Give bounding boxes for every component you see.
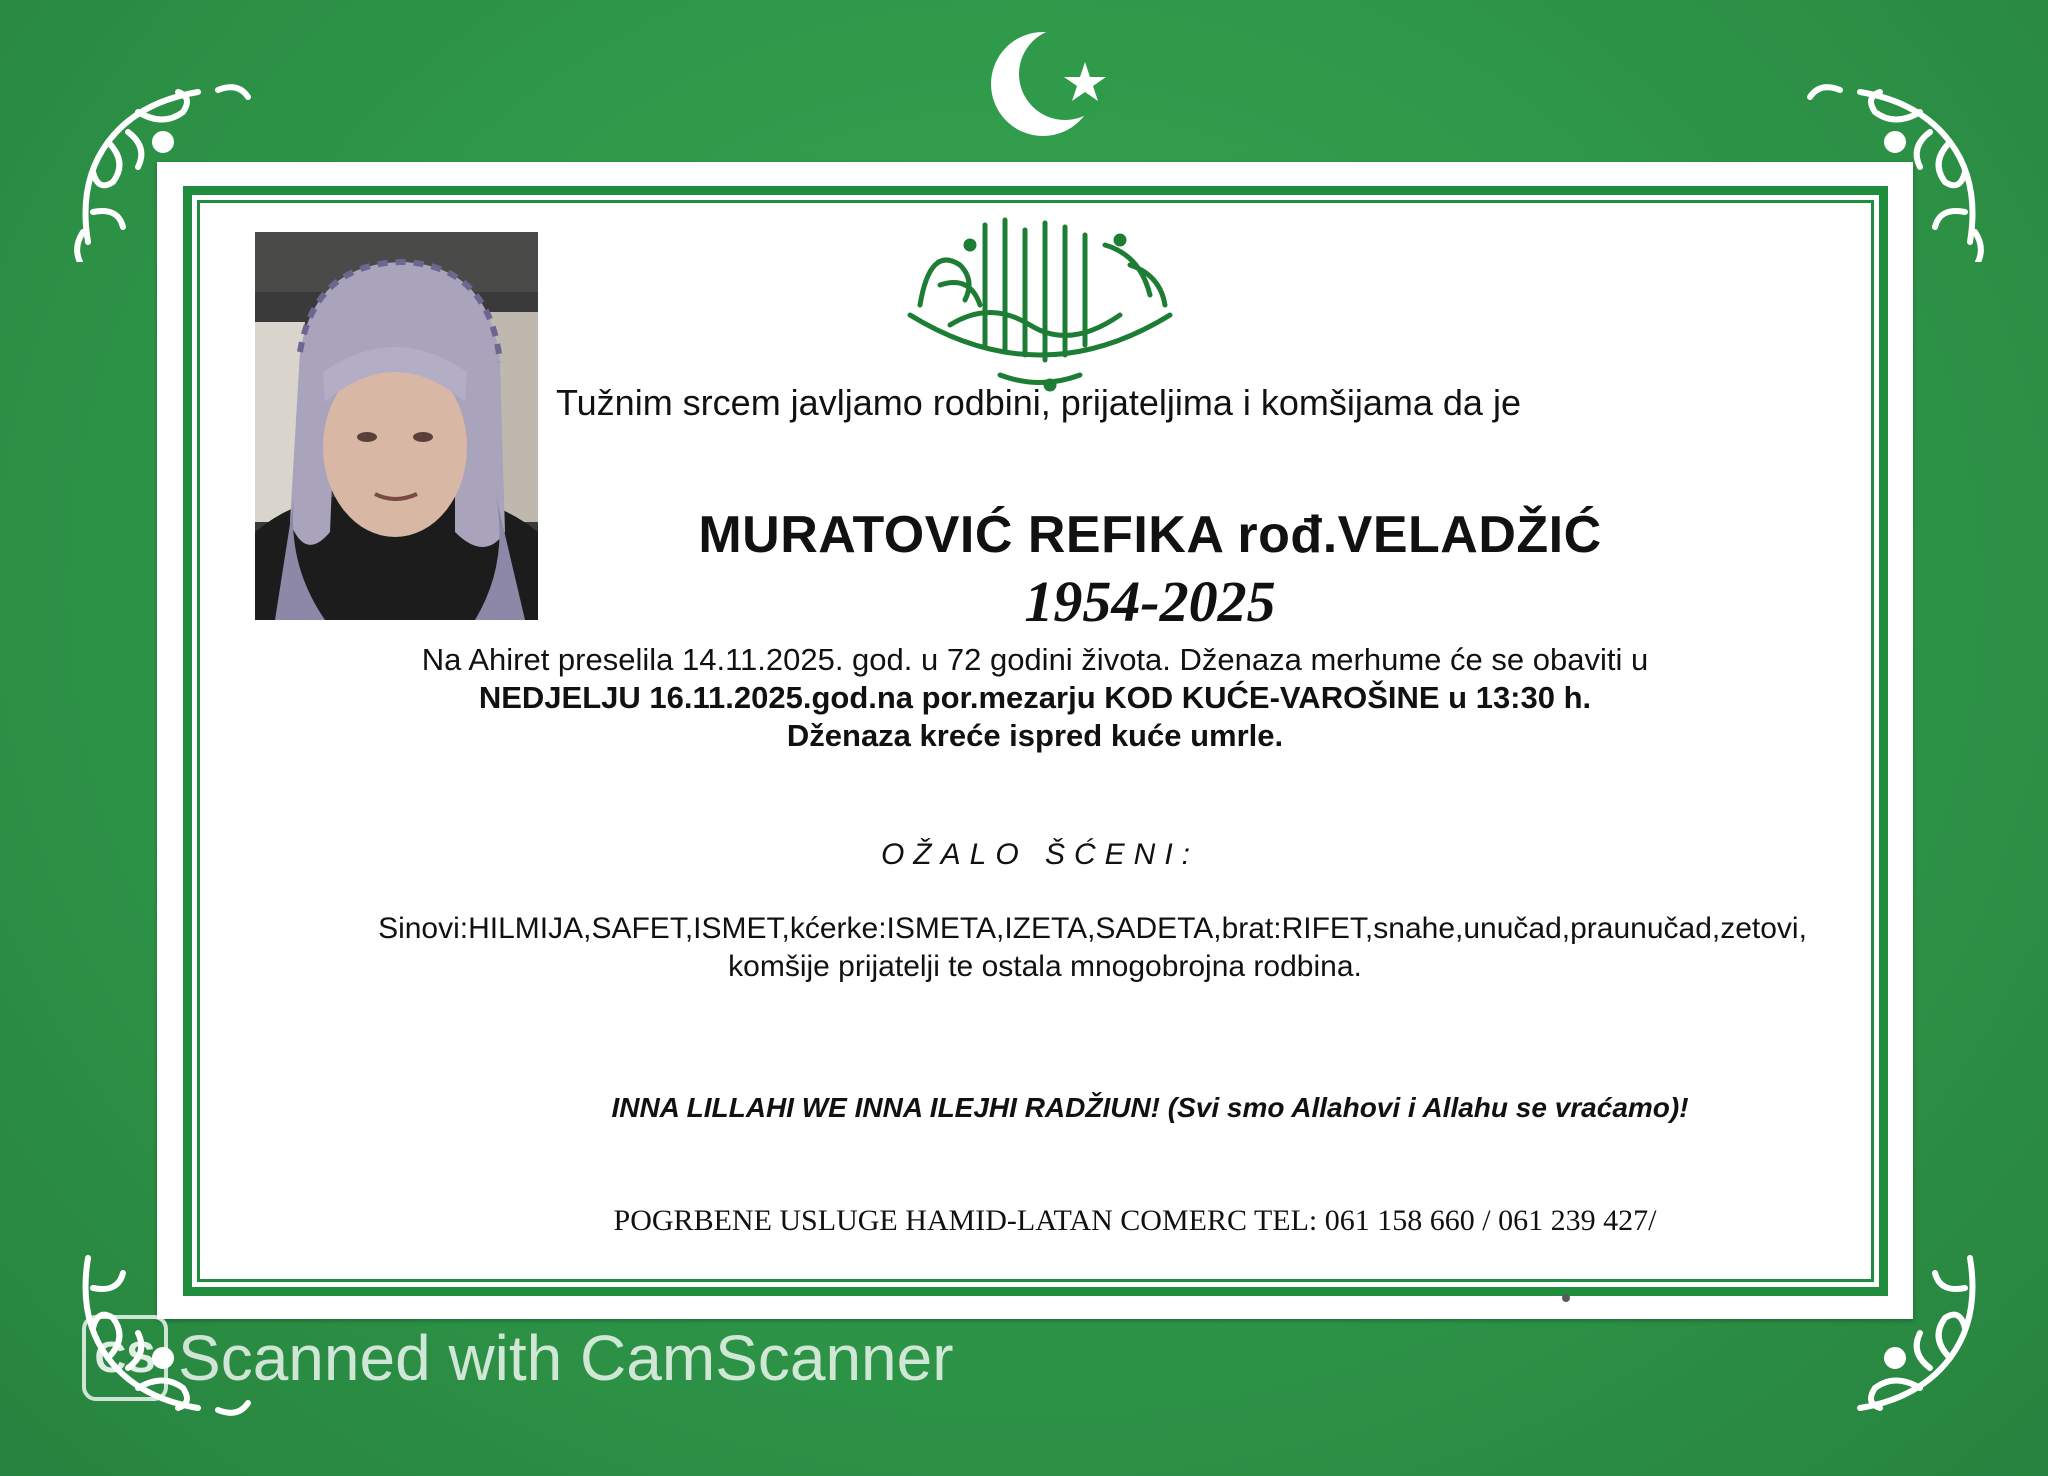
funeral-service-contact: POGRBENE USLUGE HAMID-LATAN COMERC TEL: 061 158 660 / 061 239 427/ (613, 1204, 1657, 1237)
intro-text: Tužnim srcem javljamo rodbini, prijateljima i komšijama da je (556, 382, 1521, 423)
mourners-heading: OŽALO ŠĆENI: (880, 838, 1200, 871)
paper-speck (1562, 1294, 1570, 1302)
camscanner-logo-icon: CS (82, 1315, 168, 1401)
life-years: 1954-2025 (1024, 569, 1276, 634)
death-announcement: Na Ahiret preselila 14.11.2025. god. u 72 godini života. Dženaza merhume će se obaviti u (421, 642, 1649, 677)
arabic-calligraphy-icon (890, 205, 1190, 405)
deceased-photo (255, 232, 538, 620)
camscanner-watermark (82, 1308, 954, 1408)
deceased-name: MURATOVIĆ REFIKA rođ.VELADŽIĆ (698, 506, 1602, 564)
mourners-list-continued: komšije prijatelji te ostala mnogobrojna rodbina. (728, 950, 1362, 983)
crescent-star-icon (985, 22, 1125, 152)
watermark-text: Scanned with CamScanner (178, 1322, 954, 1394)
mourners-list: Sinovi:HILMIJA,SAFET,ISMET,kćerke:ISMETA,IZETA,SADETA,brat:RIFET,snahe,unučad,praunučad,zetovi, (378, 912, 1807, 945)
prayer-text: INNA LILLAHI WE INNA ILEJHI RADŽIUN! (Svi smo Allahovi i Allahu se vraćamo)! (611, 1092, 1689, 1123)
funeral-details: NEDJELJU 16.11.2025.god.na por.mezarju KOD KUĆE-VAROŠINE u 13:30 h. (478, 680, 1592, 715)
procession-start: Dženaza kreće ispred kuće umrle. (786, 718, 1284, 753)
